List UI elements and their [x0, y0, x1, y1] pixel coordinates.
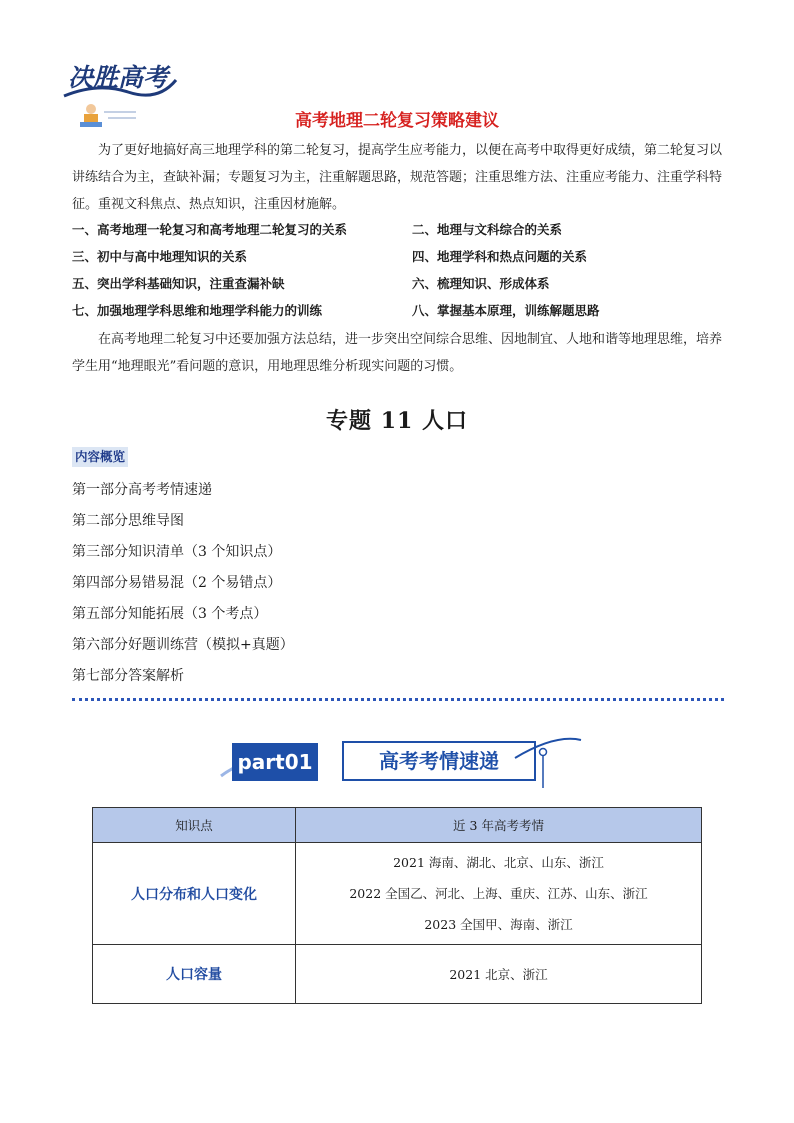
strategy-item: 五、突出学科基础知识，注重查漏补缺 [72, 276, 285, 291]
intro-paragraph [72, 137, 722, 218]
column-header: 近 3 年高考考情 [296, 808, 702, 843]
strategy-item: 四、地理学科和热点问题的关系 [412, 249, 588, 264]
table-row [93, 945, 702, 1004]
exam-table [92, 807, 702, 1004]
exam-year-line: 2022 全国乙、河北、上海、重庆、江苏、山东、浙江 [349, 886, 648, 901]
exam-year-line: 2023 全国甲、海南、浙江 [424, 917, 573, 932]
intro-text: 为了更好地搞好高三地理学科的第二轮复习，提高学生应考能力，以便在高考中取得更好成绩，第二轮复习以讲练结合为主，查缺补漏；专题复习为主，注重解题思路，规范答题；注重思维方法、注重应考能力、注重学科特征。重视文科焦点、热点知识，注重因材施解。 [72, 143, 723, 212]
exam-year-line: 2021 北京、浙江 [449, 966, 548, 982]
strategy-row [72, 274, 732, 301]
overview-label: 内容概览 [72, 447, 128, 467]
toc-item[interactable]: 第五部分知能拓展（3 个考点） [72, 606, 268, 622]
exam-years-cell [296, 945, 702, 1004]
strategy-item: 八、掌握基本原理，训练解题思路 [412, 303, 600, 318]
toc-item[interactable]: 第三部分知识清单（3 个知识点） [72, 544, 282, 560]
strategy-list [72, 220, 732, 328]
strategy-item: 六、梳理知识、形成体系 [412, 276, 550, 291]
strategy-item: 二、地理与文科综合的关系 [412, 222, 563, 237]
section-heading: 高考考情速递 [342, 741, 536, 781]
toc-item[interactable]: 第七部分答案解析 [72, 668, 184, 684]
knowledge-point: 人口分布和人口变化 [93, 843, 296, 945]
column-header: 知识点 [93, 808, 296, 843]
exam-years-cell [296, 843, 702, 945]
exam-year-line: 2021 海南、湖北、北京、山东、浙江 [393, 855, 604, 870]
logo-text: 决胜高考 [67, 63, 169, 92]
outro-text: 在高考地理二轮复习中还要加强方法总结，进一步突出空间综合思维、因地制宜、人地和谐等地理思维，培养学生用“地理眼光”看问题的意识，用地理思维分析现实问题的习惯。 [72, 332, 723, 374]
topic-title: 专题 11 人口 [326, 408, 468, 434]
table-row [93, 843, 702, 945]
toc-item[interactable]: 第二部分思维导图 [72, 513, 184, 529]
strategy-item: 七、加强地理学科思维和地理学科能力的训练 [72, 303, 323, 318]
toc-item[interactable]: 第一部分高考考情速递 [72, 482, 212, 498]
strategy-item: 三、初中与高中地理知识的关系 [72, 249, 248, 264]
knowledge-point: 人口容量 [93, 945, 296, 1004]
table-of-contents [72, 478, 294, 695]
page-title: 高考地理二轮复习策略建议 [295, 111, 499, 131]
strategy-row [72, 220, 732, 247]
part-number-badge: part01 [232, 743, 318, 781]
dotted-divider [72, 698, 724, 701]
strategy-item: 一、高考地理一轮复习和高考地理二轮复习的关系 [72, 222, 348, 237]
toc-item[interactable]: 第四部分易错易混（2 个易错点） [72, 575, 282, 591]
toc-item[interactable]: 第六部分好题训练营（模拟+真题） [72, 637, 294, 653]
strategy-row [72, 301, 732, 328]
table-header-row [93, 808, 702, 843]
outro-paragraph [72, 326, 722, 380]
strategy-row [72, 247, 732, 274]
